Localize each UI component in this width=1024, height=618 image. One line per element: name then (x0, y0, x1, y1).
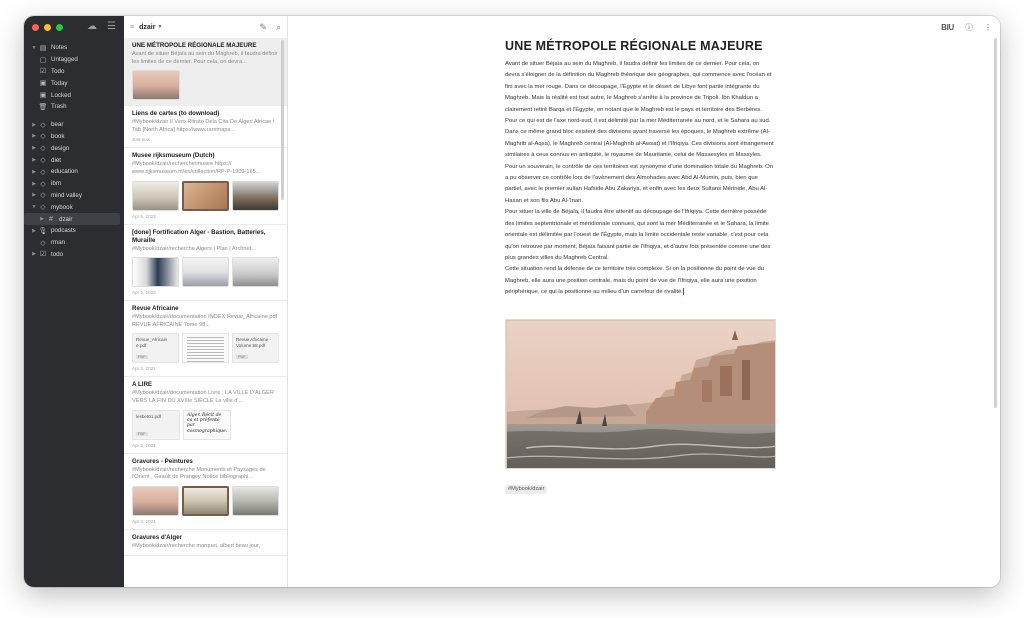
editor-body[interactable] (505, 38, 775, 495)
attachment-type-badge: PDF (138, 355, 146, 360)
note-card-title: A LIRE (132, 381, 153, 389)
sidebar-item-label: Locked (51, 91, 71, 99)
editor-scrollbar[interactable] (994, 38, 997, 408)
note-card-preview: #Mybook/dzair Il Vero Ritrato Dela Cita De Algeri Africae I Tab [North Africa] https://www.raremaps... (132, 119, 275, 133)
note-list-scrollbar[interactable] (281, 40, 284, 200)
pdf-attachment[interactable] (132, 410, 180, 440)
text-line (187, 358, 224, 359)
minimize-window-button[interactable] (44, 24, 51, 31)
attachment-type-badge: PDF (237, 355, 246, 360)
sidebar (24, 16, 124, 587)
sidebar-item-label: diet (51, 156, 61, 164)
sidebar-item-label: Trash (51, 103, 67, 111)
note-card-preview: Avant de situer Béjaïa au sein du Maghreb, il faudra définir les limites de ce dernier. Pour cela, on devra... (132, 51, 278, 65)
sidebar-item-label: education (51, 168, 78, 176)
close-window-button[interactable] (32, 24, 39, 31)
filter-settings-icon[interactable]: ☰ (107, 21, 116, 32)
note-list-header (124, 16, 287, 38)
note-card[interactable] (124, 301, 287, 377)
chevron-right-icon[interactable]: ▶ (32, 227, 36, 234)
note-list-panel (124, 16, 288, 587)
note-paragraph[interactable] (505, 264, 775, 298)
tag-icon: ◇ (40, 157, 46, 165)
sidebar-item-trash[interactable] (24, 101, 124, 113)
sidebar-item-label: mybook (51, 203, 73, 211)
note-paragraph[interactable] (505, 162, 775, 208)
note-card-title: Revue Africaine (132, 305, 179, 313)
sidebar-item-label: podcasts (51, 227, 76, 235)
note-card-date: Apr 5, 2022 (132, 213, 156, 219)
format-biu-button[interactable]: BIU (941, 23, 954, 32)
tag-icon: ◇ (40, 192, 46, 200)
sidebar-item-notes[interactable] (24, 42, 124, 54)
checkbox-icon: ☑ (39, 251, 47, 259)
text-scan-thumbnail[interactable] (183, 410, 231, 440)
text-line (187, 361, 224, 362)
sidebar-item-label: todo (51, 250, 64, 258)
editor-panel (288, 16, 1000, 587)
chevron-right-icon[interactable]: ▶ (32, 192, 36, 199)
paragraph-text: Pour situer la ville de Béjaïa, il faudra être attentif au découpage de l'Ifriqiya. Cette dernière possède des limites septentrionale et méridionale connues, qui sont la mer Méditerranée et le Sahara, la limite orientale est délimitée par l'ouest de l'Égypte, mais la limite occidentale reste variable, c'est pour cela qu'on retrouve par moment, Béjaïa faisant partie de l'Ifriqiya, et d'autre fois présentée comme une des plus grandes villes du Maghreb Central. (505, 209, 771, 261)
chevron-down-icon[interactable]: ▼ (31, 44, 37, 51)
sidebar-item-label: Untagged (51, 56, 78, 64)
sidebar-item-label: rman (51, 239, 66, 247)
sidebar-item-dzair[interactable] (24, 213, 120, 225)
info-icon[interactable]: ⓘ (965, 23, 973, 32)
text-line (187, 343, 224, 344)
sidebar-item-label: design (51, 144, 70, 152)
text-line (187, 337, 224, 338)
note-card-attachments (132, 410, 279, 440)
today-icon: ▣ (39, 80, 47, 88)
sidebar-item-education[interactable] (24, 166, 124, 178)
sidebar-item-label: bear (51, 121, 64, 129)
tag-icon: ◇ (40, 180, 46, 188)
note-card-date: Apr 2, 2022 (132, 290, 156, 296)
note-card[interactable] (124, 148, 287, 224)
note-cards (124, 38, 287, 587)
note-card-title: UNE MÉTROPOLE RÉGIONALE MAJEURE (132, 42, 257, 49)
chevron-right-icon[interactable]: ▶ (32, 168, 36, 175)
sidebar-toggle-icon[interactable]: ≡ (130, 23, 135, 31)
sidebar-item-book[interactable] (24, 131, 124, 143)
note-card-date: Just now (132, 137, 151, 143)
paragraph-text: Cette situation rend la défense de ce territoire très complexe. Si on la positionne du point de vue du Maghreb, elle aura une position centrale, mais du point de vue de l'Ifriqiya, elle aura une position périphérique, ce qui la positionne au milieu d'un carrefour de rivalité. (505, 266, 765, 296)
zoom-window-button[interactable] (56, 24, 63, 31)
text-line (187, 352, 224, 353)
note-card-title: [done] Fortification Alger - Bastion, Batteries, Muraille (132, 228, 266, 244)
note-card[interactable] (124, 225, 287, 302)
attachment-filename: Revue Africaine - Volume 98.pdf (235, 337, 271, 349)
text-line (187, 346, 224, 347)
sidebar-item-mind-valley[interactable] (24, 190, 124, 202)
note-card-date: Apr 3, 2021 (132, 366, 156, 372)
text-caret (683, 288, 684, 295)
more-options-icon[interactable]: ⋮ (984, 23, 992, 32)
document-thumbnail[interactable] (182, 333, 229, 363)
sidebar-item-todo[interactable] (24, 66, 124, 78)
sidebar-item-locked[interactable] (24, 89, 124, 101)
sidebar-item-label: ibm (51, 180, 61, 188)
sidebar-item-label: mind valley (51, 191, 82, 199)
note-card-preview: #Mybook/dzair/recherche Algers | Plan | Archnet... (132, 245, 256, 252)
note-list-title[interactable]: dzair (139, 23, 156, 31)
note-card-attachments (132, 70, 279, 100)
image-thumbnail[interactable] (182, 181, 229, 211)
note-card-attachments (132, 181, 279, 211)
note-card-title: Gravures d'Alger (132, 533, 182, 541)
notes-icon: ▤ (39, 44, 47, 52)
sidebar-item-ibm[interactable] (24, 178, 124, 190)
chevron-right-icon[interactable]: ▶ (32, 157, 36, 164)
untagged-icon: ▢ (39, 56, 47, 64)
chevron-down-icon[interactable]: ▼ (157, 24, 163, 30)
sidebar-item-label: Notes (51, 44, 68, 52)
sidebar-item-diet[interactable] (24, 154, 124, 166)
note-card[interactable] (124, 530, 287, 557)
attachment-filename: lesbet01.pdf (136, 413, 162, 419)
note-card-date: Apr 3, 2021 (132, 518, 156, 524)
note-paragraph[interactable] (505, 59, 775, 127)
note-paragraph[interactable] (505, 127, 775, 161)
hash-icon: # (49, 215, 53, 223)
image-thumbnail[interactable] (182, 257, 229, 287)
attachment-type-badge: PDF (138, 431, 146, 436)
note-card[interactable] (124, 454, 287, 530)
note-title[interactable]: UNE MÉTROPOLE RÉGIONALE MAJEURE (505, 39, 763, 53)
attachment-filename: Revue_Africain e.pdf (136, 337, 168, 349)
note-card[interactable] (124, 106, 287, 148)
sidebar-item-label: Today (51, 79, 68, 87)
sidebar-item-label: book (51, 132, 65, 140)
image-thumbnail[interactable] (132, 257, 179, 287)
tag-icon: ◇ (40, 133, 46, 141)
sidebar-tree (24, 42, 124, 260)
note-card-title: Gravures - Peintures (132, 457, 193, 465)
note-card-attachments (132, 257, 279, 287)
note-card-preview: #Mybook/dzair/documentation Livre : LA VILLE D'ALGER VERS LA FIN DU XVIIIe SIÈCLE La ville d'... (132, 390, 274, 404)
image-thumbnail[interactable] (232, 181, 279, 211)
paragraph-text: Dans ce même grand bloc existent des divisions ayant traversé les époques, le Maghreb extrême (Al-Maghrib al-Aqsa), le Maghreb central (Al-Maghrib al-Awsat) et l'Ifriqiya. Ces divisions sont étrangement similaires à ceux connus en antiquité, le royaume de Mauritanie, celui de Masaesyles et Massyles. (505, 129, 774, 159)
note-card-attachments (132, 333, 279, 363)
paragraph-text: Avant de situer Béjaïa au sein du Maghreb, il faudra définir les limites de ce dernier. Pour cela, on devra s'éloigner de la définition du Maghreb théorique des géographes, qui commence avec l'océan et fini avec la mer rouge. Dans ce découpage, l'Égypte et le désert de Libye font partie intégrante du Maghreb. Mais la réalité est tout autre, le Maghreb s'arrête à la province de Tripoli. Ibn Khaldun a clairement retiré Barqa et l'Égypte, en notant que le Maghreb est le pays et territoire des Berbères. Pour ce qui est de l'axe nord-sud, il est délimité par la mer Méditerranée au nord, et le Sahara au sud. (505, 61, 772, 125)
image-thumbnail[interactable] (182, 486, 229, 516)
tag-icon: ◇ (40, 121, 46, 129)
city-harbour-painting (506, 320, 776, 469)
chevron-right-icon[interactable]: ▶ (32, 121, 36, 128)
note-card[interactable] (124, 377, 287, 453)
pdf-attachment[interactable] (132, 333, 179, 363)
chevron-right-icon[interactable]: ▶ (32, 133, 36, 140)
tag-icon: ◇ (40, 168, 46, 176)
lock-icon: ▣ (39, 92, 47, 100)
paragraph-text: Pour un souverain, le contrôle de ces territoires est synonyme d'une domination totale du Maghreb. On a pu observer ce contrôle lors de l'avènement des Almohades avec Abd Al-Mumin, puis, bien que partiel, avec le premier sultan Hafside Abu Zakariya, et enfin avec les deux Sultans Mérinide, Abu Al-Hasan et son fils Abu Al-'Inan. (505, 163, 773, 204)
tag-icon: ◇ (40, 204, 46, 212)
note-card-preview: #Mybook/dzair/documentation INDEX Revue_Africaine.pdf REVUE AFRICAINE Tome 98... (132, 314, 278, 328)
window-controls (32, 24, 63, 31)
note-card-preview: #Mybook/dzair/recherche marquet, albert beau jour, (132, 542, 261, 549)
note-tag[interactable]: #Mybook/dzair (505, 485, 547, 494)
chevron-right-icon[interactable]: ▶ (40, 216, 44, 223)
image-thumbnail[interactable] (132, 181, 179, 211)
sidebar-item-today[interactable] (24, 77, 124, 89)
image-thumbnail[interactable] (132, 486, 179, 516)
sidebar-item-podcasts[interactable] (24, 225, 124, 237)
sync-cloud-icon[interactable]: ☁ (87, 21, 98, 32)
note-card-preview: #Mybook/dzair/recherche/musee https:// www.rijksmuseum.nl/en/collection/RP-P-1909-165... (132, 161, 261, 175)
sidebar-item-mybook[interactable] (24, 201, 124, 213)
text-line (187, 349, 224, 350)
note-card-preview: #Mybook/dzair/recherche Monuments et Paysages de l'Orient , Girault de Prangey Notice bibliographi... (132, 466, 266, 481)
sidebar-item-untagged[interactable] (24, 54, 124, 66)
chevron-down-icon[interactable]: ▼ (31, 204, 37, 211)
sidebar-item-label: dzair (59, 215, 73, 223)
text-line (187, 340, 224, 341)
editor-toolbar (941, 22, 992, 33)
scan-text: Alger. Récit de ca et préfenté par cosmographique. (187, 412, 228, 434)
note-card[interactable] (124, 38, 287, 106)
todo-icon: ☑ (39, 68, 47, 76)
pdf-attachment[interactable] (232, 333, 279, 363)
text-line (187, 355, 224, 356)
image-thumbnail[interactable] (232, 486, 279, 516)
chevron-right-icon[interactable]: ▶ (32, 145, 36, 152)
sidebar-item-design[interactable] (24, 142, 124, 154)
mic-icon: 🎙 (38, 227, 48, 235)
image-thumbnail[interactable] (232, 257, 279, 287)
note-card-title: Musee rijksmuseum (Dutch) (132, 152, 215, 160)
new-note-icon[interactable]: ✎ (259, 21, 267, 32)
search-icon[interactable]: ⌕ (275, 21, 281, 32)
note-card-title: Liens de cartes (to download) (132, 110, 220, 118)
note-paragraph[interactable] (505, 207, 775, 264)
chevron-right-icon[interactable]: ▶ (32, 251, 36, 258)
trash-icon: 🗑 (38, 103, 48, 111)
sidebar-item-rman[interactable] (24, 237, 124, 249)
sidebar-item-bear[interactable] (24, 119, 124, 131)
note-image[interactable] (505, 319, 776, 469)
note-card-date: Apr 3, 2021 (132, 442, 156, 448)
note-card-attachments (132, 486, 279, 516)
sidebar-item-todo[interactable] (24, 249, 124, 261)
sidebar-item-label: Todo (51, 67, 65, 75)
image-thumbnail[interactable] (132, 70, 180, 100)
tag-icon: ◇ (40, 145, 46, 153)
app-window (24, 16, 1000, 587)
chevron-right-icon[interactable]: ▶ (32, 180, 36, 187)
tag-icon: ◇ (40, 239, 46, 247)
